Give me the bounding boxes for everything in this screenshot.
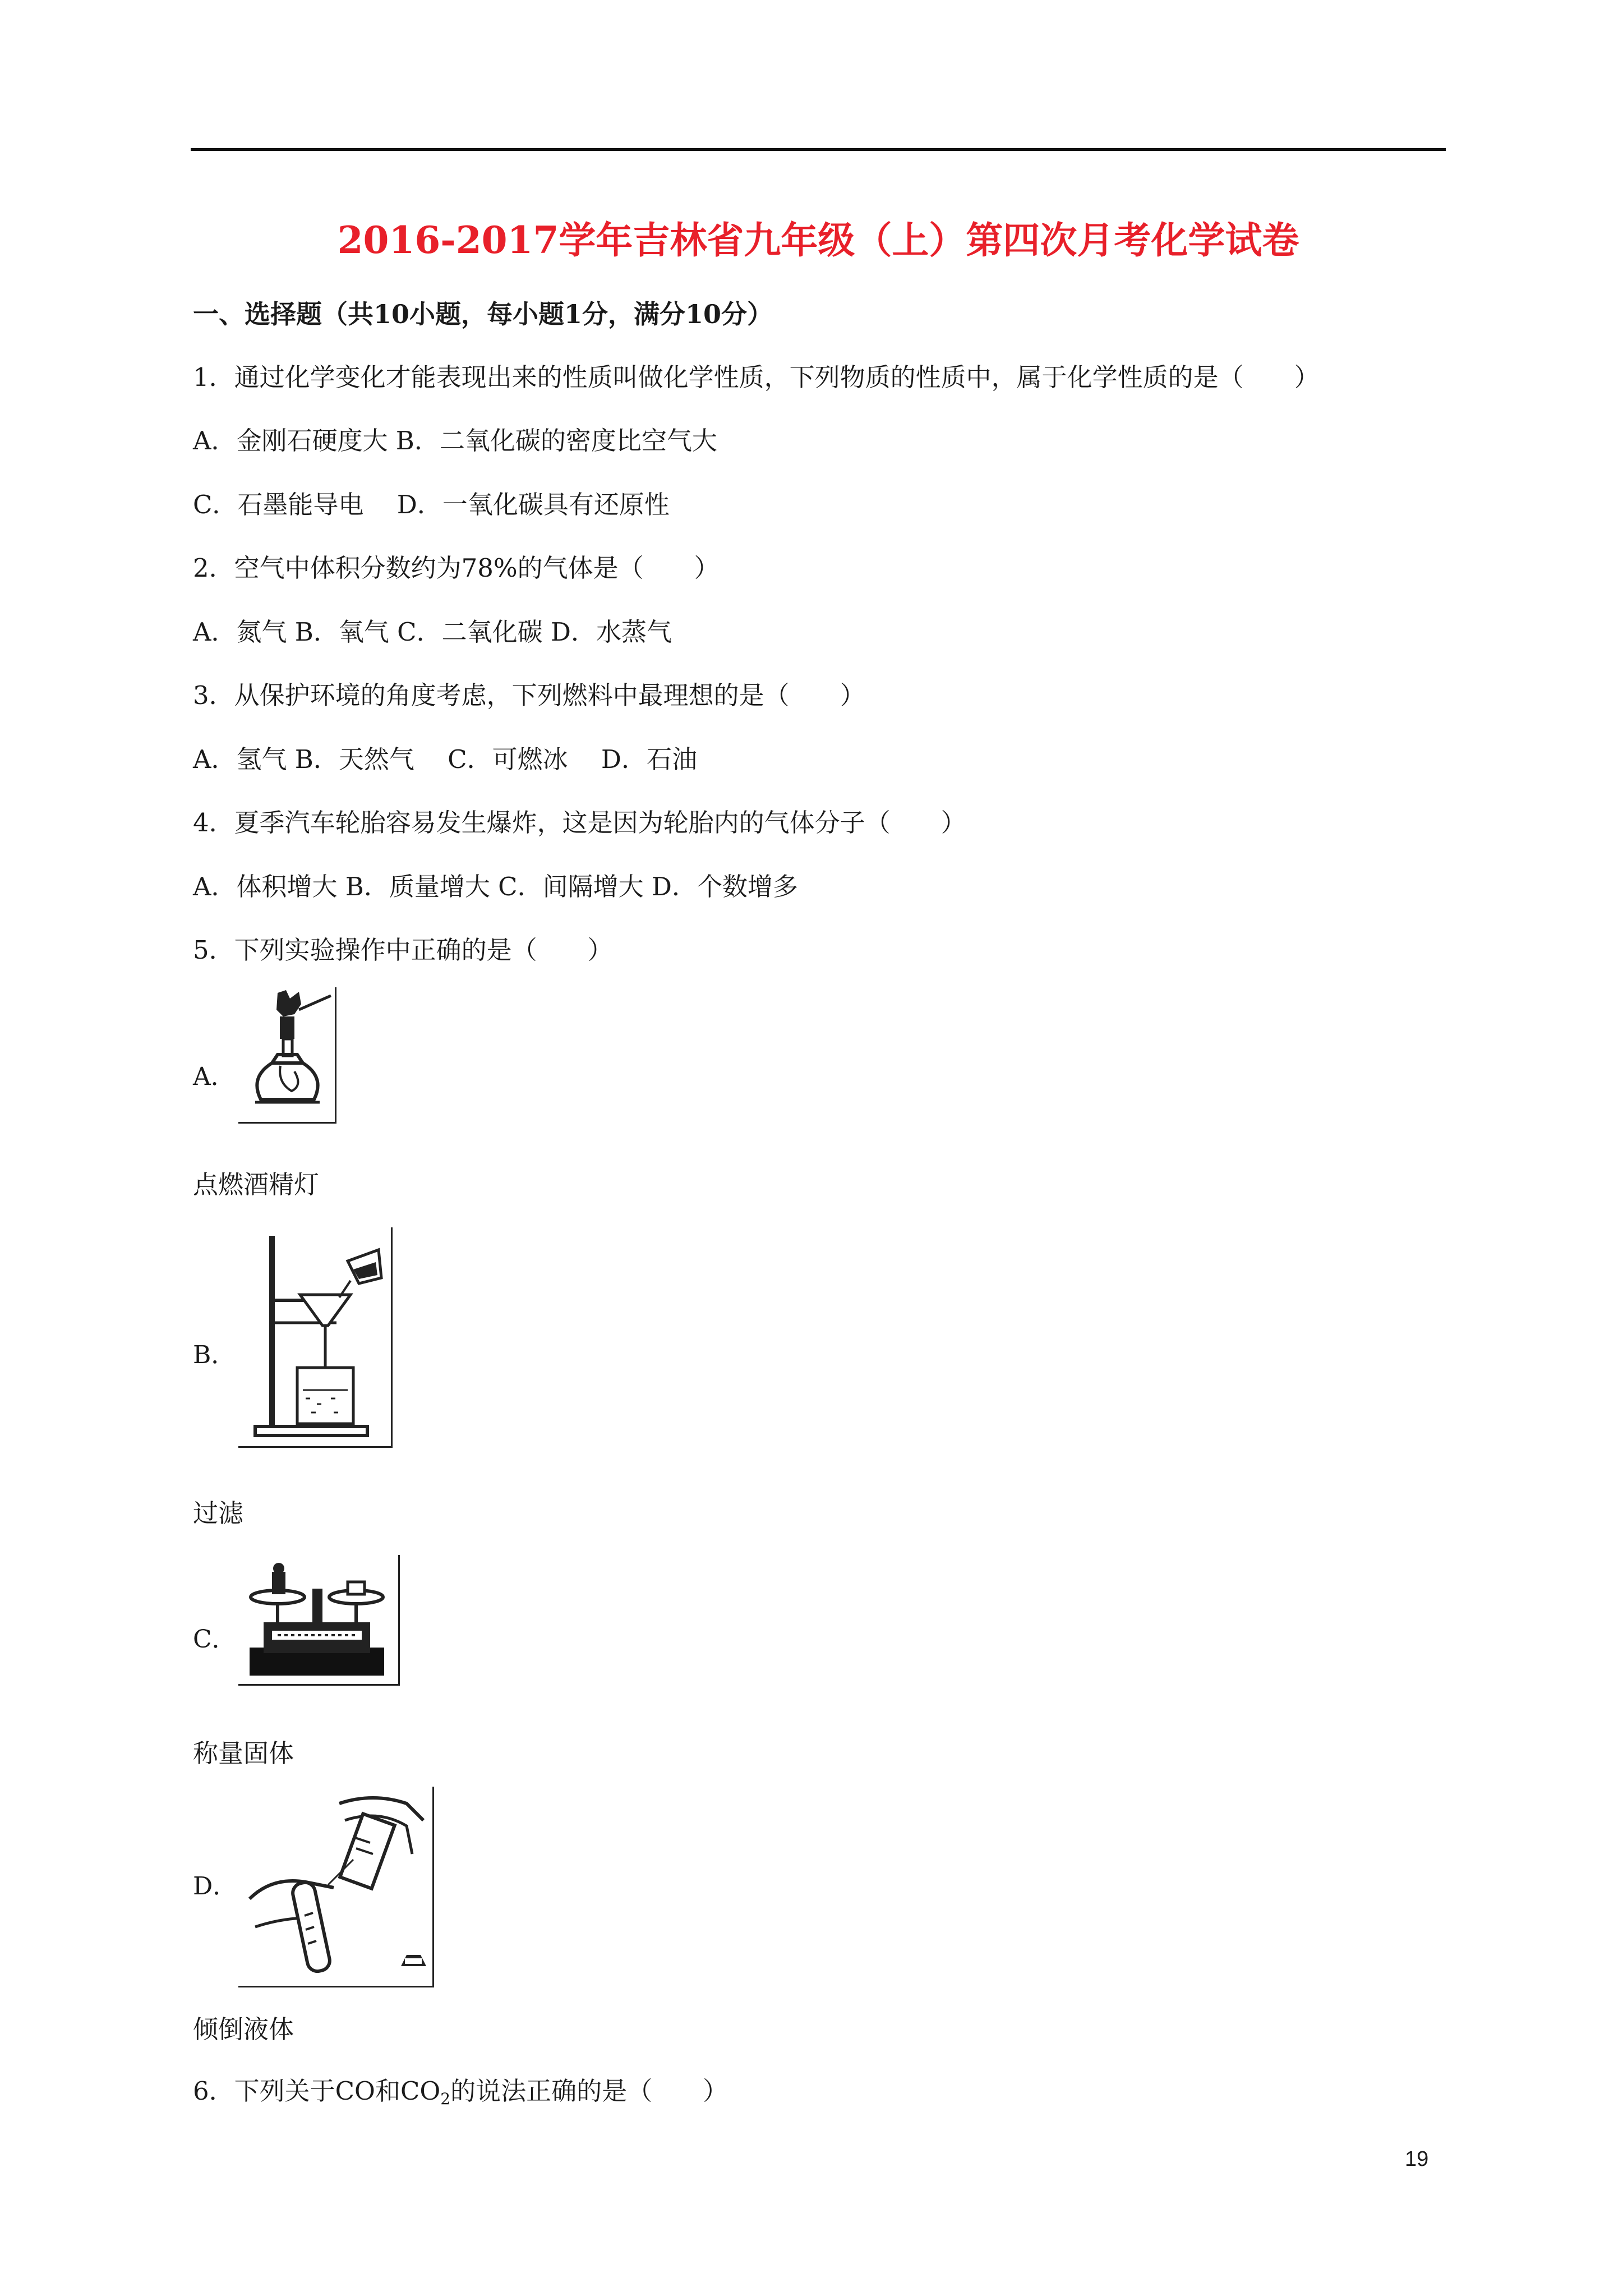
option-b-label: B． — [193, 1341, 236, 1369]
question-6-stem-part-2: 的说法正确的是（ ） — [450, 2076, 728, 2106]
question-6-stem — [193, 2076, 728, 2107]
option-a-label: A． — [193, 1062, 236, 1091]
option-a-caption: 点燃酒精灯 — [193, 1170, 320, 1199]
section-heading: 一、选择题（共10小题，每小题1分，满分10分） — [193, 299, 773, 329]
option-b-caption: 过滤 — [193, 1498, 244, 1528]
co2-subscript: 2 — [440, 2090, 451, 2108]
question-1-options-line-1: A．金刚石硬度大 B．二氧化碳的密度比空气大 — [193, 426, 717, 455]
option-d-label: D． — [193, 1872, 238, 1901]
question-2-stem: 2．空气中体积分数约为78%的气体是（ ） — [193, 553, 720, 583]
question-4-options: A．体积增大 B．质量增大 C．间隔增大 D．个数增多 — [193, 872, 798, 901]
option-c-caption: 称量固体 — [193, 1738, 294, 1768]
question-5-stem: 5．下列实验操作中正确的是（ ） — [193, 935, 613, 965]
page-number: 19 — [1405, 2147, 1429, 2171]
question-2-options: A．氮气 B．氧气 C．二氧化碳 D．水蒸气 — [193, 617, 672, 647]
question-3-stem: 3．从保护环境的角度考虑，下列燃料中最理想的是（ ） — [193, 680, 865, 710]
question-4-stem: 4．夏季汽车轮胎容易发生爆炸，这是因为轮胎内的气体分子（ ） — [193, 808, 966, 838]
balance-icon — [238, 1555, 400, 1686]
page-title: 2016-2017学年吉林省九年级（上）第四次月考化学试卷 — [337, 218, 1299, 262]
header-rule — [191, 148, 1446, 151]
question-6-stem-part-1: 6．下列关于CO和CO — [193, 2076, 441, 2106]
question-3-options: A．氢气 B．天然气 C．可燃冰 D．石油 — [193, 744, 697, 774]
filtration-icon — [238, 1227, 393, 1448]
alcohol-lamp-icon — [238, 987, 336, 1124]
pouring-liquid-icon — [238, 1787, 434, 1987]
question-1-options-line-2: C．石墨能导电 D．一氧化碳具有还原性 — [193, 490, 670, 519]
question-1-stem: 1．通过化学变化才能表现出来的性质叫做化学性质，下列物质的性质中，属于化学性质的是（ ） — [193, 362, 1320, 392]
option-d-caption: 倾倒液体 — [193, 2014, 294, 2044]
option-c-label: C． — [193, 1625, 237, 1654]
